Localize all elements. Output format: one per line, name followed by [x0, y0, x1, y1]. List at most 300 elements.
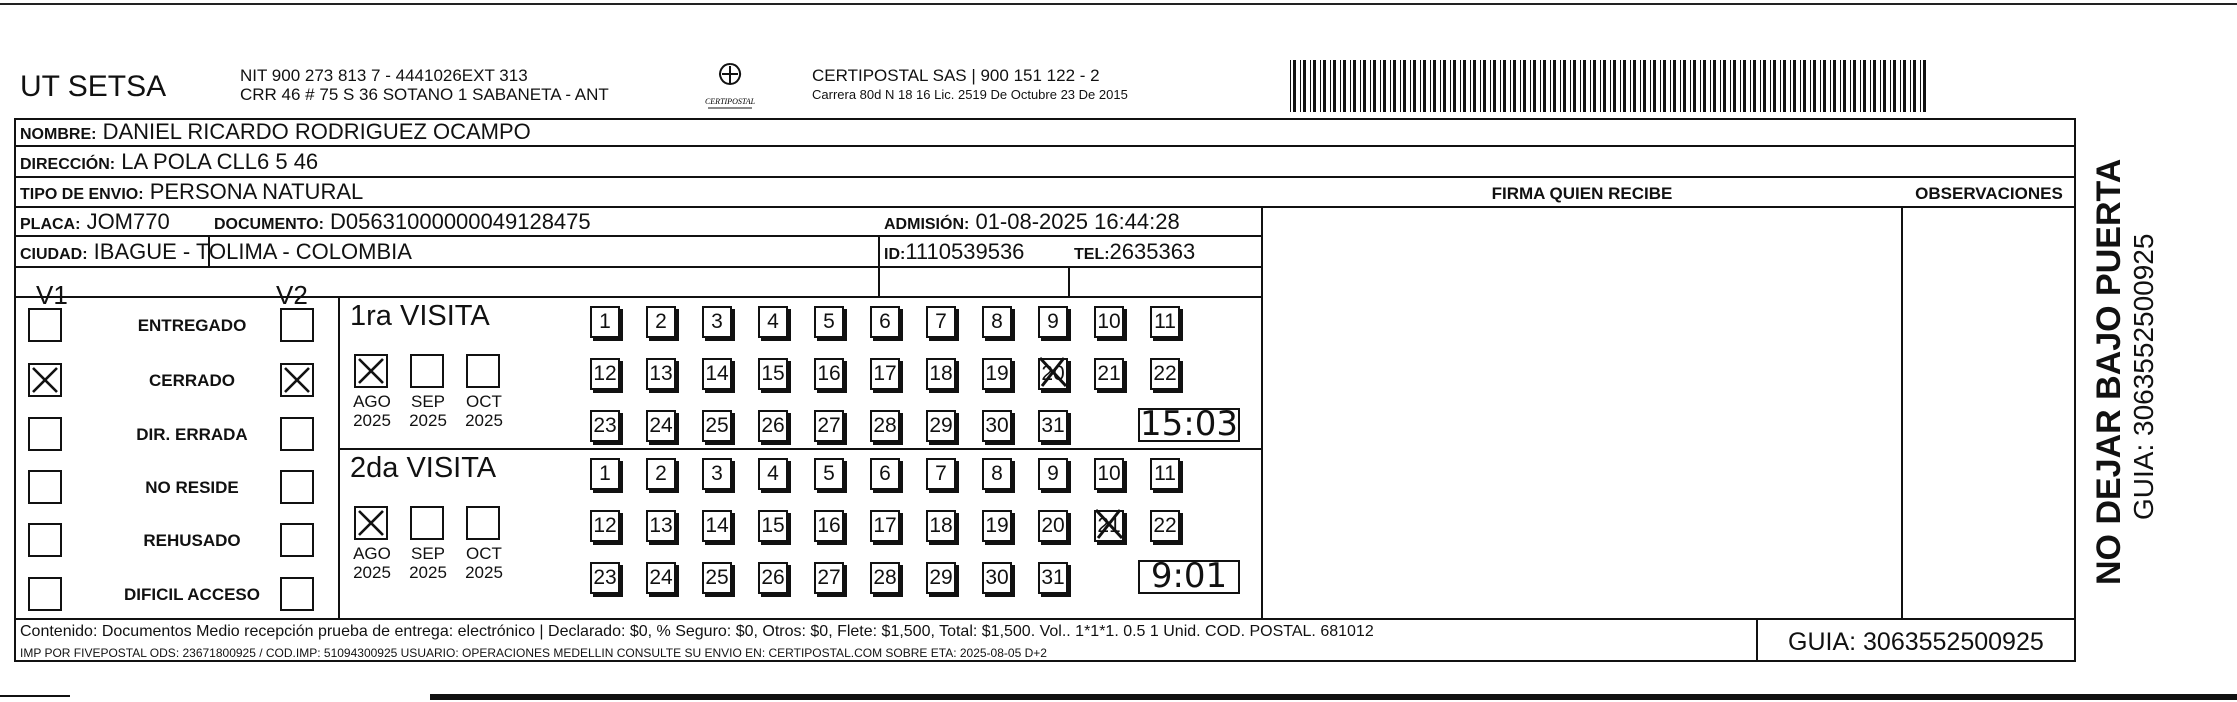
day-box[interactable]: 25: [702, 410, 732, 442]
barcode-bar: [1380, 60, 1381, 112]
admision-value: 01-08-2025 16:44:28: [975, 209, 1180, 234]
row-divider: [16, 235, 1262, 237]
row-divider: [16, 296, 1262, 298]
direccion-row: [20, 149, 318, 175]
v1-checkbox[interactable]: [28, 470, 62, 504]
barcode-bar: [1450, 60, 1451, 112]
month-checkbox[interactable]: [466, 506, 500, 540]
v1-header: V1: [36, 280, 68, 310]
day-box[interactable]: 15: [758, 358, 788, 390]
day-box[interactable]: 3: [702, 458, 732, 490]
day-box[interactable]: 24: [646, 562, 676, 594]
barcode-bar: [1420, 60, 1421, 112]
barcode-bar: [1490, 60, 1491, 112]
day-box[interactable]: 9: [1038, 306, 1068, 338]
barcode-bar: [1883, 60, 1886, 112]
month-name: AGO: [353, 392, 391, 411]
month-checkbox[interactable]: [354, 354, 388, 388]
day-box[interactable]: 2: [646, 306, 676, 338]
barcode-bar: [1620, 60, 1621, 112]
v2-header: V2: [276, 280, 308, 310]
barcode-bar: [1460, 60, 1461, 112]
month-year: 2025: [409, 411, 447, 430]
day-box[interactable]: 17: [870, 358, 900, 390]
day-box[interactable]: 25: [702, 562, 732, 594]
month-checkbox[interactable]: [410, 506, 444, 540]
barcode-bar: [1600, 60, 1601, 112]
barcode-bar: [1363, 60, 1366, 112]
barcode-bar: [1830, 60, 1831, 112]
day-box[interactable]: 10: [1094, 306, 1124, 338]
firma-area[interactable]: [1264, 208, 1900, 616]
barcode-bar: [1633, 60, 1636, 112]
day-box[interactable]: 3: [702, 306, 732, 338]
barcode-bar: [1710, 60, 1711, 112]
month-year: 2025: [465, 411, 503, 430]
tel-row: [1074, 239, 1195, 265]
barcode-bar: [1653, 60, 1656, 112]
barcode-bar: [1840, 60, 1841, 112]
day-box[interactable]: 21: [1094, 358, 1124, 390]
barcode-bar: [1573, 60, 1576, 112]
company-nit-block: [240, 66, 609, 104]
month-name: OCT: [466, 392, 502, 411]
barcode-bar: [1913, 60, 1916, 112]
visit-divider: [338, 448, 1262, 450]
status-label: CERRADO: [149, 371, 235, 390]
day-box[interactable]: 20: [1038, 358, 1068, 390]
month-label: [400, 392, 456, 430]
barcode-bar: [1300, 60, 1301, 112]
month-label: [456, 544, 512, 582]
admision-label: ADMISIÓN:: [884, 216, 970, 233]
barcode-bar: [1733, 60, 1736, 112]
day-box[interactable]: 5: [814, 458, 844, 490]
status-label: DIR. ERRADA: [136, 425, 248, 444]
barcode-bar: [1753, 60, 1756, 112]
barcode-bar: [1900, 60, 1901, 112]
cell-divider: [1068, 266, 1070, 296]
barcode-bar: [1480, 60, 1481, 112]
barcode-bar: [1663, 60, 1666, 112]
barcode-bar: [1763, 60, 1766, 112]
cell-divider: [1756, 618, 1758, 662]
nit-line: NIT 900 273 813 7 - 4441026EXT 313: [240, 66, 528, 85]
barcode-bar: [1483, 60, 1486, 112]
barcode-bar: [1323, 60, 1326, 112]
day-box[interactable]: 11: [1150, 306, 1180, 338]
row-divider: [16, 266, 1262, 268]
cell-divider: [878, 235, 880, 296]
barcode-bar: [1500, 60, 1501, 112]
barcode-bar: [1440, 60, 1441, 112]
day-box[interactable]: 4: [758, 458, 788, 490]
col-divider: [1261, 206, 1263, 618]
tipo-row: [20, 179, 363, 205]
barcode-bar: [1540, 60, 1541, 112]
day-box[interactable]: 28: [870, 410, 900, 442]
barcode-bar: [1650, 60, 1651, 112]
barcode-bar: [1610, 60, 1611, 112]
month-checkbox[interactable]: [410, 354, 444, 388]
barcode-bar: [1370, 60, 1371, 112]
v2-checkbox[interactable]: [280, 470, 314, 504]
placa-label: PLACA:: [20, 216, 81, 233]
documento-value: D05631000000049128475: [330, 209, 591, 234]
barcode-bar: [1723, 60, 1726, 112]
v1-checkbox[interactable]: [28, 363, 62, 397]
barcode-bar: [1743, 60, 1746, 112]
month-label: [344, 392, 400, 430]
day-box[interactable]: 10: [1094, 458, 1124, 490]
placa-value: JOM770: [86, 209, 170, 234]
col-divider: [2074, 120, 2076, 206]
barcode-bar: [1910, 60, 1911, 112]
id-label: ID:: [884, 246, 906, 263]
barcode-bar: [1783, 60, 1786, 112]
nombre-label: NOMBRE:: [20, 126, 97, 143]
day-box[interactable]: 7: [926, 306, 956, 338]
barcode-bar: [1360, 60, 1361, 112]
footer-content: Contenido: Documentos Medio recepción prueba de entrega: electrónico | Declarado: $0, % Seguro: $0, Otros: $0, Flete: $1,500, Total: $1,500. Vol.. 1*1*1. 0.5 1 Unid. COD. POSTAL. 681012: [20, 623, 1374, 640]
day-box[interactable]: 30: [982, 562, 1012, 594]
barcode-bar: [1700, 60, 1701, 112]
barcode-bar: [1303, 60, 1306, 112]
day-box[interactable]: 30: [982, 410, 1012, 442]
barcode-bar: [1350, 60, 1351, 112]
barcode-bar: [1673, 60, 1676, 112]
barcode-bar: [1463, 60, 1466, 112]
barcode-bar: [1643, 60, 1646, 112]
barcode-bar: [1813, 60, 1816, 112]
barcode-bar: [1800, 60, 1801, 112]
barcode-bar: [1583, 60, 1586, 112]
barcode-bar: [1533, 60, 1536, 112]
month-year: 2025: [353, 411, 391, 430]
day-box[interactable]: 6: [870, 306, 900, 338]
day-box[interactable]: 28: [870, 562, 900, 594]
barcode-bar: [1820, 60, 1821, 112]
day-box[interactable]: 26: [758, 410, 788, 442]
day-box[interactable]: 6: [870, 458, 900, 490]
barcode-bar: [1790, 60, 1791, 112]
visit-time: 9:01: [1138, 560, 1240, 594]
id-value: 1110539536: [905, 239, 1025, 264]
certipostal-license: Carrera 80d N 18 16 Lic. 2519 De Octubre 23 De 2015: [812, 87, 1128, 102]
ciudad-value: IBAGUE - TOLIMA - COLOMBIA: [93, 239, 412, 264]
barcode-bar: [1293, 60, 1296, 112]
bottom-rule: [430, 694, 2237, 700]
day-box[interactable]: 2: [646, 458, 676, 490]
day-box[interactable]: 14: [702, 510, 732, 542]
barcode-bar: [1880, 60, 1881, 112]
cell-divider: [338, 296, 340, 618]
nombre-row: [20, 119, 531, 145]
barcode-bar: [1760, 60, 1761, 112]
day-box[interactable]: 8: [982, 458, 1012, 490]
barcode-bar: [1510, 60, 1511, 112]
address-line: CRR 46 # 75 S 36 SOTANO 1 SABANETA - ANT: [240, 85, 609, 104]
barcode-bar: [1683, 60, 1686, 112]
month-year: 2025: [465, 563, 503, 582]
day-box[interactable]: 17: [870, 510, 900, 542]
v2-checkbox[interactable]: [280, 363, 314, 397]
observaciones-area[interactable]: [1904, 208, 2074, 616]
day-box[interactable]: 13: [646, 358, 676, 390]
id-row: [884, 239, 1024, 265]
barcode-bar: [1473, 60, 1476, 112]
barcode-bar: [1870, 60, 1871, 112]
barcode-bar: [1750, 60, 1751, 112]
top-rule: [0, 3, 2237, 5]
tipo-label: TIPO DE ENVIO:: [20, 186, 144, 203]
barcode-bar: [1720, 60, 1721, 112]
month-label: [344, 544, 400, 582]
barcode-bar: [1903, 60, 1906, 112]
month-label: [400, 544, 456, 582]
company-name: UT SETSA: [20, 70, 167, 103]
barcode-bar: [1703, 60, 1706, 112]
documento-row: [214, 209, 591, 235]
day-box[interactable]: 19: [982, 358, 1012, 390]
month-name: AGO: [353, 544, 391, 563]
barcode-bar: [1920, 60, 1921, 112]
barcode-bar: [1773, 60, 1776, 112]
barcode-bar: [1523, 60, 1526, 112]
v1-checkbox[interactable]: [28, 523, 62, 557]
v1-checkbox[interactable]: [28, 308, 62, 342]
barcode-bar: [1560, 60, 1561, 112]
barcode: [1290, 60, 1930, 112]
day-box[interactable]: 8: [982, 306, 1012, 338]
barcode-bar: [1860, 60, 1861, 112]
v2-checkbox[interactable]: [280, 417, 314, 451]
tel-label: TEL:: [1074, 246, 1110, 263]
barcode-bar: [1740, 60, 1741, 112]
v2-checkbox[interactable]: [280, 577, 314, 611]
day-mark-icon: [1092, 506, 1126, 542]
certipostal-info: [812, 66, 1128, 104]
status-label: NO RESIDE: [145, 478, 239, 497]
barcode-bar: [1290, 60, 1291, 112]
day-box[interactable]: 20: [1038, 510, 1068, 542]
day-box[interactable]: 23: [590, 410, 620, 442]
barcode-bar: [1603, 60, 1606, 112]
status-label: ENTREGADO: [137, 316, 247, 335]
barcode-bar: [1343, 60, 1346, 112]
barcode-bar: [1410, 60, 1411, 112]
barcode-bar: [1690, 60, 1691, 112]
barcode-bar: [1493, 60, 1496, 112]
barcode-bar: [1373, 60, 1376, 112]
day-box[interactable]: 14: [702, 358, 732, 390]
barcode-bar: [1770, 60, 1771, 112]
side-warning: NO DEJAR BAJO PUERTA: [2090, 158, 2128, 585]
day-box[interactable]: 23: [590, 562, 620, 594]
day-box[interactable]: 24: [646, 410, 676, 442]
barcode-bar: [1680, 60, 1681, 112]
month-checkbox[interactable]: [354, 506, 388, 540]
day-box[interactable]: 13: [646, 510, 676, 542]
barcode-bar: [1563, 60, 1566, 112]
day-box[interactable]: 12: [590, 358, 620, 390]
barcode-bar: [1780, 60, 1781, 112]
day-box[interactable]: 18: [926, 510, 956, 542]
barcode-bar: [1593, 60, 1596, 112]
barcode-bar: [1793, 60, 1796, 112]
barcode-bar: [1730, 60, 1731, 112]
barcode-bar: [1453, 60, 1456, 112]
barcode-bar: [1873, 60, 1876, 112]
barcode-bar: [1423, 60, 1426, 112]
day-box[interactable]: 27: [814, 410, 844, 442]
day-box[interactable]: 15: [758, 510, 788, 542]
barcode-bar: [1613, 60, 1616, 112]
barcode-bar: [1313, 60, 1316, 112]
ciudad-row: [20, 239, 412, 265]
day-box[interactable]: 29: [926, 562, 956, 594]
left-mark: [0, 695, 70, 697]
barcode-bar: [1390, 60, 1391, 112]
footer-imp: IMP POR FIVEPOSTAL ODS: 23671800925 / COD.IMP: 51094300925 USUARIO: OPERACIONES MEDELLIN CONSULTE SU ENVIO EN: CERTIPOSTAL.COM SOBRE ETA: 2025-08-05 D+2: [20, 646, 1047, 660]
day-box[interactable]: 29: [926, 410, 956, 442]
certipostal-logo: [700, 60, 760, 112]
day-box[interactable]: 16: [814, 510, 844, 542]
barcode-bar: [1430, 60, 1431, 112]
day-box[interactable]: 5: [814, 306, 844, 338]
day-box[interactable]: 4: [758, 306, 788, 338]
footer-divider: [16, 618, 2076, 620]
placa-row: [20, 209, 170, 235]
day-box[interactable]: 22: [1150, 358, 1180, 390]
barcode-bar: [1503, 60, 1506, 112]
admision-row: [884, 209, 1180, 235]
barcode-bar: [1353, 60, 1356, 112]
observaciones-header: OBSERVACIONES: [1915, 184, 2063, 203]
barcode-bar: [1623, 60, 1626, 112]
status-label: DIFICIL ACCESO: [123, 585, 260, 604]
documento-label: DOCUMENTO:: [214, 216, 324, 233]
barcode-bar: [1803, 60, 1806, 112]
barcode-bar: [1383, 60, 1386, 112]
month-name: SEP: [410, 544, 446, 563]
v2-checkbox[interactable]: [280, 308, 314, 342]
col-divider: [1901, 206, 1903, 618]
tipo-value: PERSONA NATURAL: [149, 179, 364, 204]
day-box[interactable]: 7: [926, 458, 956, 490]
barcode-bar: [1580, 60, 1581, 112]
barcode-bar: [1850, 60, 1851, 112]
barcode-bar: [1530, 60, 1531, 112]
firma-header: FIRMA QUIEN RECIBE: [1491, 184, 1673, 203]
v1-checkbox[interactable]: [28, 577, 62, 611]
barcode-bar: [1543, 60, 1546, 112]
barcode-bar: [1413, 60, 1416, 112]
barcode-bar: [1400, 60, 1401, 112]
barcode-bar: [1570, 60, 1571, 112]
barcode-bar: [1470, 60, 1471, 112]
day-box[interactable]: 19: [982, 510, 1012, 542]
barcode-bar: [1640, 60, 1641, 112]
barcode-bar: [1853, 60, 1856, 112]
day-box[interactable]: 1: [590, 458, 620, 490]
shipping-form: [14, 118, 2076, 662]
barcode-bar: [1433, 60, 1436, 112]
visit-title: 2da VISITA: [350, 452, 497, 484]
barcode-bar: [1713, 60, 1716, 112]
barcode-bar: [1393, 60, 1396, 112]
barcode-bar: [1693, 60, 1696, 112]
barcode-bar: [1660, 60, 1661, 112]
visit-title: 1ra VISITA: [350, 300, 490, 332]
month-name: SEP: [410, 392, 446, 411]
direccion-label: DIRECCIÓN:: [20, 156, 116, 173]
tel-value: 2635363: [1109, 239, 1196, 264]
day-box[interactable]: 18: [926, 358, 956, 390]
day-box[interactable]: 12: [590, 510, 620, 542]
v2-checkbox[interactable]: [280, 523, 314, 557]
month-year: 2025: [409, 563, 447, 582]
barcode-bar: [1890, 60, 1891, 112]
day-box[interactable]: 21: [1094, 510, 1124, 542]
month-checkbox[interactable]: [466, 354, 500, 388]
barcode-bar: [1520, 60, 1521, 112]
barcode-bar: [1923, 60, 1926, 112]
day-box[interactable]: 27: [814, 562, 844, 594]
month-label: [456, 392, 512, 430]
day-box[interactable]: 26: [758, 562, 788, 594]
barcode-bar: [1553, 60, 1556, 112]
row-divider: [16, 145, 2076, 147]
barcode-bar: [1403, 60, 1406, 112]
visit-time: 15:03: [1138, 408, 1240, 442]
status-label: REHUSADO: [143, 531, 241, 550]
barcode-bar: [1330, 60, 1331, 112]
side-guia: GUIA: 3063552500925: [2128, 233, 2159, 520]
barcode-bar: [1833, 60, 1836, 112]
day-box[interactable]: 9: [1038, 458, 1068, 490]
nombre-value: DANIEL RICARDO RODRIGUEZ OCAMPO: [102, 119, 531, 144]
day-box[interactable]: 1: [590, 306, 620, 338]
barcode-bar: [1810, 60, 1811, 112]
logo-text: CERTIPOSTAL: [704, 97, 756, 106]
day-box[interactable]: 16: [814, 358, 844, 390]
barcode-bar: [1320, 60, 1321, 112]
barcode-bar: [1670, 60, 1671, 112]
day-mark-icon: [1036, 354, 1070, 390]
barcode-bar: [1893, 60, 1896, 112]
barcode-bar: [1863, 60, 1866, 112]
row-divider: [16, 176, 2076, 178]
barcode-bar: [1550, 60, 1551, 112]
barcode-bar: [1310, 60, 1311, 112]
day-box[interactable]: 11: [1150, 458, 1180, 490]
certipostal-nit: CERTIPOSTAL SAS | 900 151 122 - 2: [812, 66, 1100, 85]
day-box[interactable]: 31: [1038, 562, 1068, 594]
barcode-bar: [1590, 60, 1591, 112]
footer-guia: GUIA: 3063552500925: [1788, 628, 2044, 656]
month-year: 2025: [353, 563, 391, 582]
barcode-bar: [1630, 60, 1631, 112]
barcode-bar: [1443, 60, 1446, 112]
day-box[interactable]: 31: [1038, 410, 1068, 442]
barcode-bar: [1340, 60, 1341, 112]
barcode-bar: [1843, 60, 1846, 112]
day-box[interactable]: 22: [1150, 510, 1180, 542]
v1-checkbox[interactable]: [28, 417, 62, 451]
month-name: OCT: [466, 544, 502, 563]
barcode-bar: [1333, 60, 1336, 112]
